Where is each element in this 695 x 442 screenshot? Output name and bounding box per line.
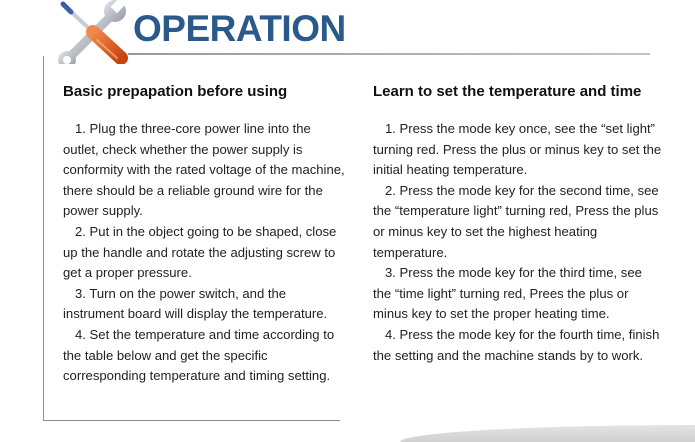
footer-decoration: [400, 425, 695, 442]
panel-bottom-border: [43, 420, 340, 421]
temperature-time-heading: Learn to set the temperature and time: [373, 83, 642, 100]
temperature-time-steps: [373, 119, 663, 366]
setting-step-3: 3. Press the mode key for the third time, see the “time light” turning red, Prees the plus or minus key to set the proper heating time.: [373, 265, 642, 322]
page-title: OPERATION: [133, 8, 346, 49]
preparation-step-1: 1. Plug the three-core power line into the outlet, check whether the power supply is conformity with the rated voltage of the machine, there should be a reliable ground wire for the power supply.: [63, 121, 345, 219]
setting-step-2: 2. Press the mode key for the second time, see the “temperature light” turning red, Press the plus or minus key to set the highest heating temperature.: [373, 182, 659, 260]
preparation-steps: [63, 119, 345, 387]
preparation-step-4: 4. Set the temperature and time according to the table below and get the specific corresponding temperature and timing setting.: [63, 326, 335, 384]
header-divider: [128, 53, 650, 55]
setting-step-1: 1. Press the mode key once, see the “set light” turning red. Press the plus or minus key to set the initial heating temperature.: [373, 121, 662, 178]
preparation-step-3: 3. Turn on the power switch, and the instrument board will display the temperature.: [63, 285, 328, 322]
setting-step-4: 4. Press the mode key for the fourth time, finish the setting and the machine stands by to work.: [373, 326, 660, 363]
temperature-time-section: [373, 82, 663, 366]
preparation-section: [63, 82, 345, 387]
tools-icon: [55, 0, 135, 64]
preparation-heading: Basic prepapation before using: [63, 83, 288, 100]
preparation-step-2: 2. Put in the object going to be shaped, close up the handle and rotate the adjusting screw to get a proper pressure.: [63, 223, 337, 281]
panel-left-border: [43, 56, 44, 420]
